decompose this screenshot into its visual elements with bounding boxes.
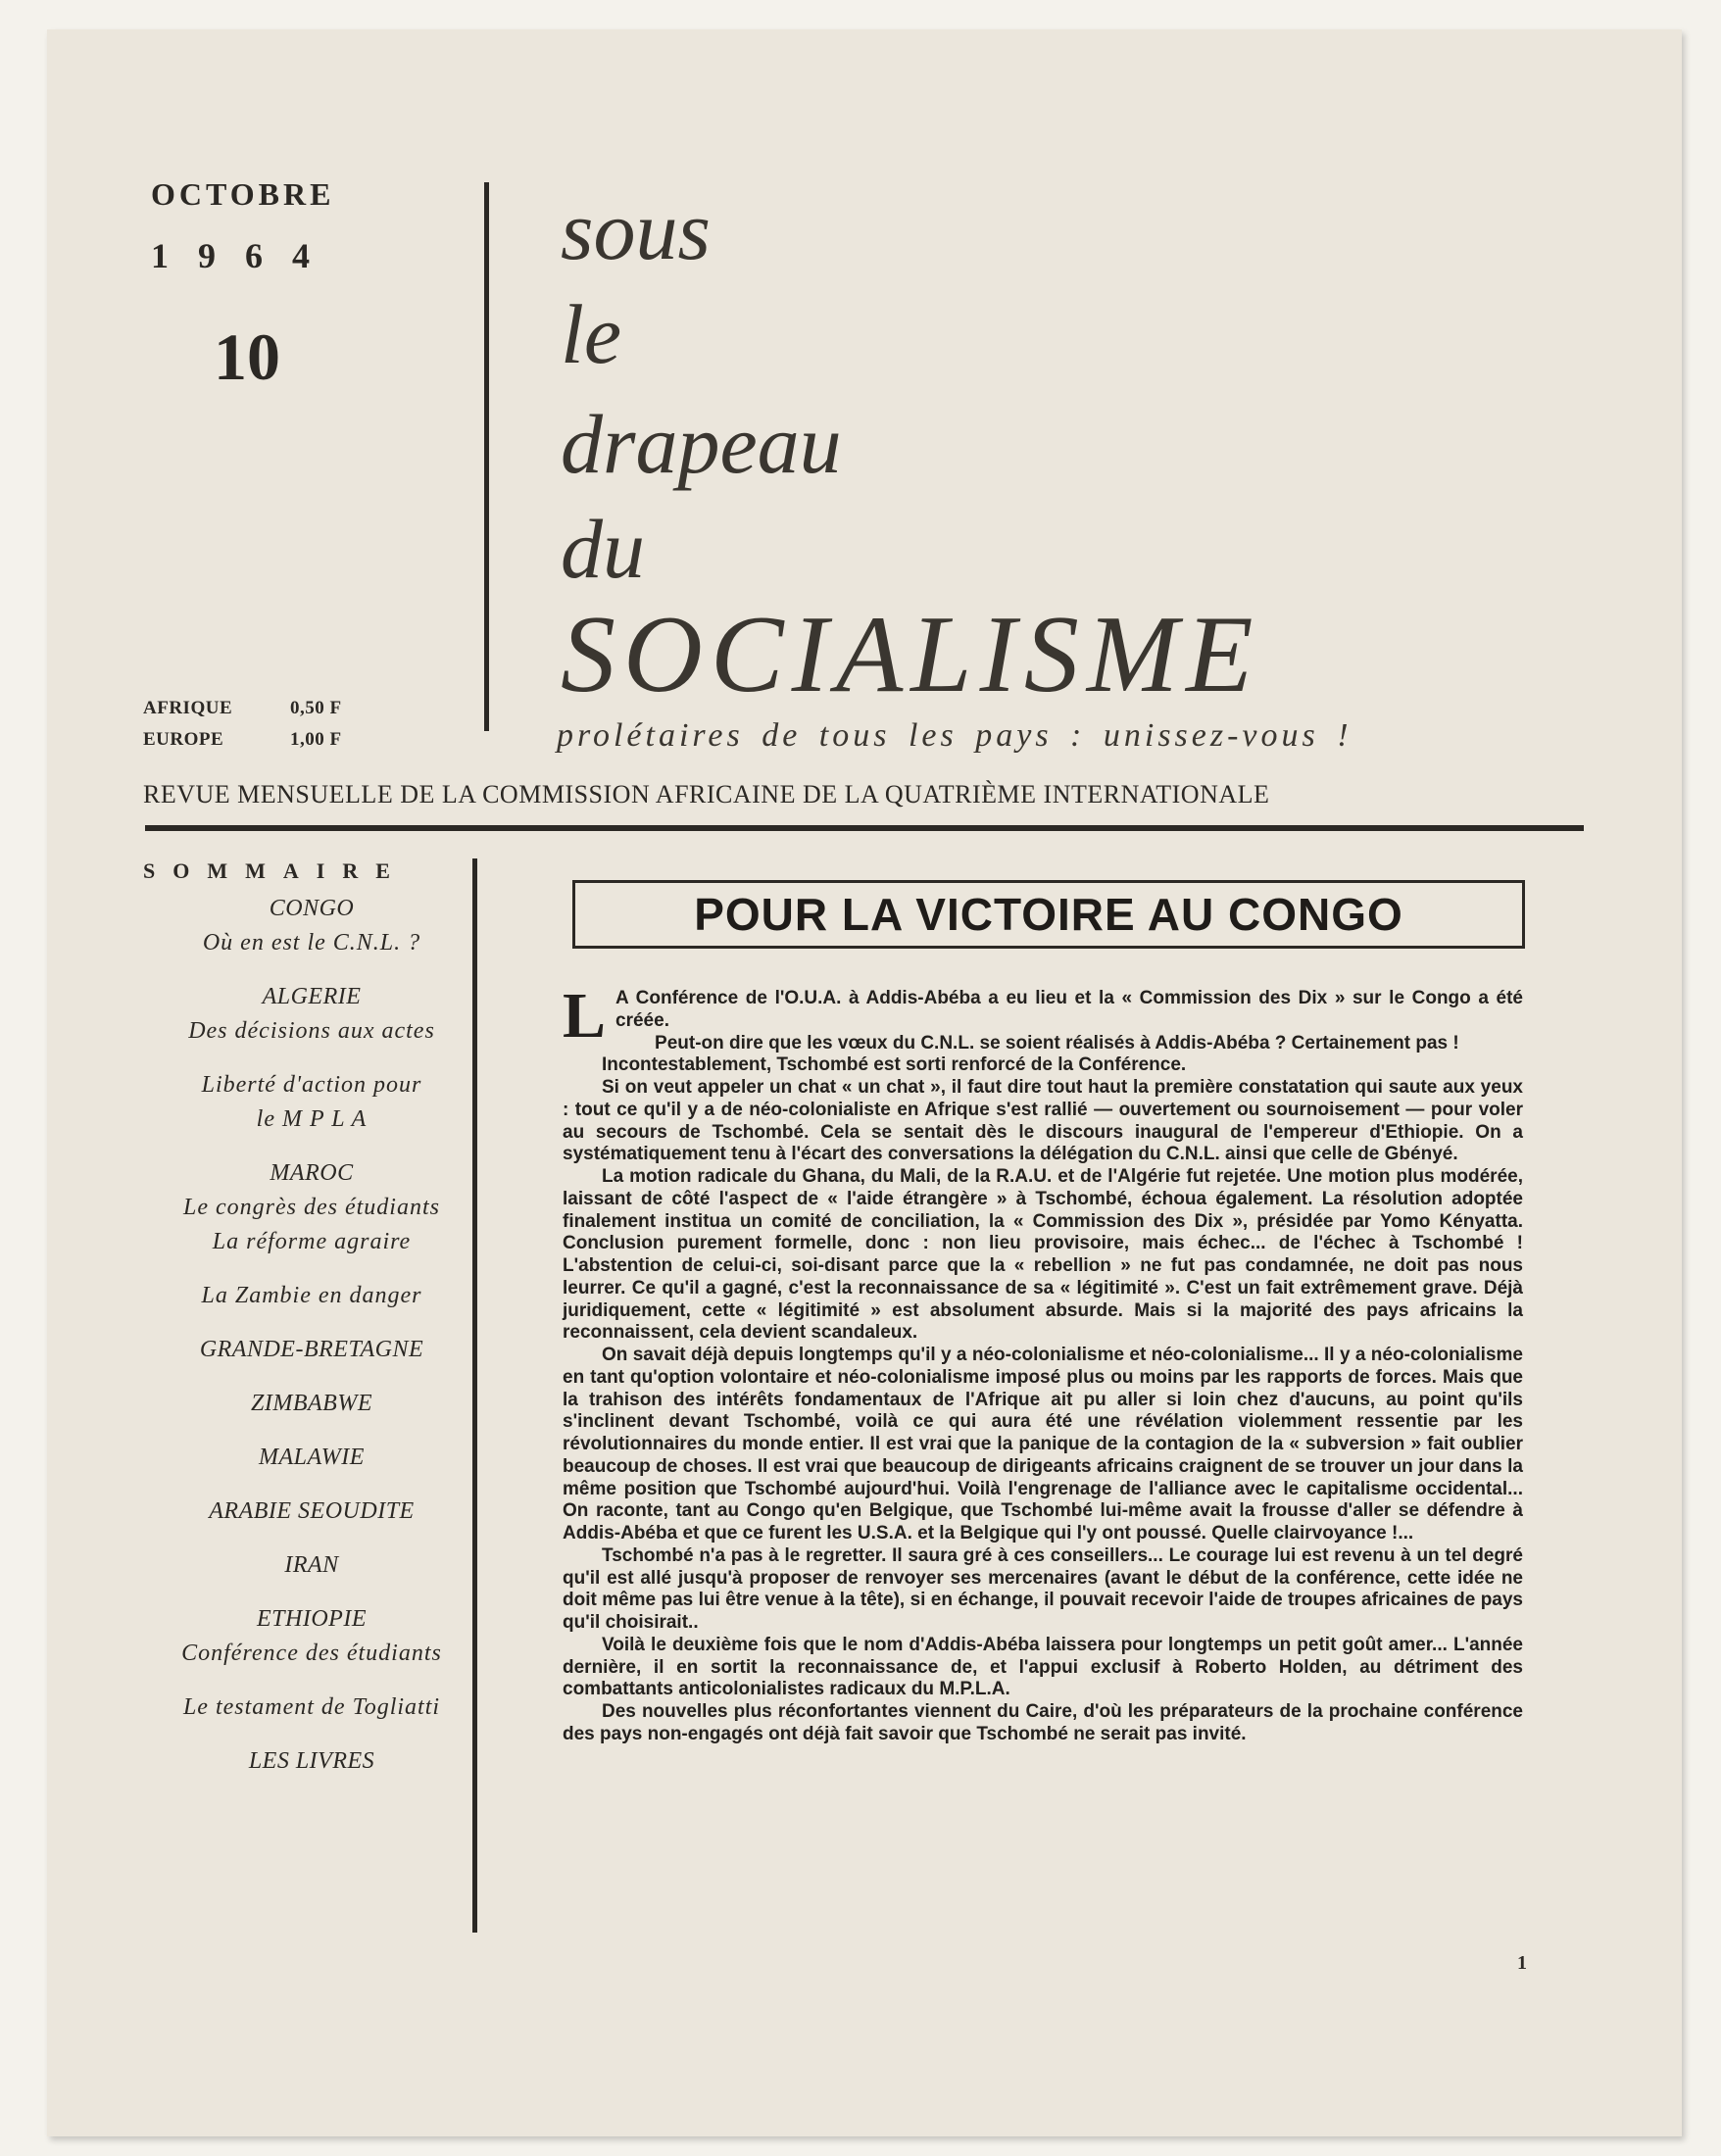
toc-country: GRANDE-BRETAGNE [199,1337,424,1362]
toc-country: ARABIE SEOUDITE [209,1498,415,1524]
title-socialisme: SOCIALISME [561,594,1261,715]
header-divider [484,182,489,731]
sommaire-list [125,892,498,1779]
drop-cap: L [563,980,607,1052]
article-paragraph: Incontestablement, Tschombé est sorti renforcé de la Conférence. [602,1054,1187,1076]
title-line-1: sous [561,183,711,277]
toc-country: LES LIVRES [248,1748,375,1774]
article-paragraph: Si on veut appeler un chat « un chat », il faut dire tout haut la première constatation qui saute aux yeux : tout ce qu'il y a de néo-colonialiste en Afrique s'est rallié — ouvertement ou sournoisement — pour voler au secours de Tschombé. Cela se sentait dès le discours inaugural de l'empereur d'Ethiopie. On a systématiquement tenu à l'écart des conversations la délégation du C.N.L. ainsi que celle de Gbényé. [563,1077,1523,1165]
sommaire-heading: SOMMAIRE [143,858,408,883]
toc-topic: Où en est le C.N.L. ? [202,930,421,956]
column-divider [472,858,477,1933]
price-row-afrique [143,698,342,719]
page-number: 1 [1517,1952,1527,1974]
article-paragraph: Voilà le deuxième fois que le nom d'Addis-Abéba laissera pour longtemps un petit goût amer... L'année dernière, il en sortit la reconnaissance de, et l'appui exclusif à Roberto Holden, au détriment des combattants anticolonialistes radicaux du M.P.L.A. [563,1634,1523,1700]
revue-subhead: REVUE MENSUELLE DE LA COMMISSION AFRICAINE DE LA QUATRIÈME INTERNATIONALE [143,780,1270,808]
price-value: 1,00 F [290,729,342,750]
tagline: prolétaires de tous les pays : unissez-vous ! [557,717,1352,754]
toc-topic: Liberté d'action pour [201,1072,422,1098]
price-value: 0,50 F [290,698,342,718]
article-body [563,980,1523,1746]
toc-country: MALAWIE [259,1445,365,1470]
toc-country: CONGO [269,896,355,921]
toc-country: ZIMBABWE [251,1391,372,1416]
article-paragraph: Tschombé n'a pas à le regretter. Il saura gré à ces conseillers... Le courage lui est revenu à un tel degré qu'il est allé jusqu'à proposer de renvoyer ses mercenaires (avant le début de la conférence, cette idée ne doit même pas lui être venue à la tête), si en échange, il pouvait recevoir l'aide de troupes africaines de pays qu'il choisirait.. [563,1544,1523,1633]
issue-number: 10 [214,319,280,394]
toc-country: ALGERIE [262,984,362,1009]
toc-topic: La réforme agraire [212,1229,412,1254]
article-paragraph: On savait déjà depuis longtemps qu'il y a néo-colonialisme et néo-colonialisme... Il y a néo-colonialisme en tant qu'option volontaire et néo-colonialisme imposé plus ou moins par les rapports de forces. Mais que la trahison des intérêts fondamentaux de l'Afrique ait pu aller si loin chez d'aucuns, au point qu'ils s'inclinent devant Tschombé, voilà ce qui aura été une révélation violemment ressentie par les révolutionnaires du monde entier. Il est vrai que la panique de la contagion de la « subversion » fait oublier beaucoup de choses. Il est vrai que beaucoup de dirigeants africains craignent de se trouver un jour dans la même position que Tschombé aujourd'hui. Voilà l'engrenage de l'alliance avec le capitalisme occidental... On raconte, tant au Congo qu'en Belgique, que Tschombé lui-même avait la frousse d'aller se défendre à Addis-Abéba et que ce furent les U.S.A. et la Belgique qui l'y ont poussé. Quelle clairvoyance !... [563,1345,1523,1544]
price-row-europe [143,729,342,751]
toc-topic: Des décisions aux actes [188,1018,435,1044]
headline-box [572,880,1525,949]
header-rule [145,825,1584,831]
title-line-3: drapeau [561,397,842,491]
price-region: EUROPE [143,729,224,750]
paragraph-text: A Conférence de l'O.U.A. à Addis-Abéba a eu lieu et la « Commission des Dix » sur le Congo a été créée. [615,988,1523,1031]
issue-month: OCTOBRE [151,176,335,212]
article-paragraph: Peut-on dire que les vœux du C.N.L. se soient réalisés à Addis-Abéba ? Certainement pas ! [655,1032,1459,1054]
toc-topic: le M P L A [256,1106,368,1132]
toc-topic: La Zambie en danger [201,1283,422,1308]
article-headline: POUR LA VICTOIRE AU CONGO [694,889,1403,940]
title-line-4: du [561,502,645,596]
toc-country: MAROC [270,1160,354,1186]
price-region: AFRIQUE [143,698,233,718]
toc-topic: Le testament de Togliatti [182,1694,441,1720]
title-line-2: le [561,287,622,381]
toc-topic: Le congrès des étudiants [183,1195,440,1220]
toc-country: IRAN [284,1552,339,1578]
magazine-page [47,29,1682,2136]
article-paragraph: La motion radicale du Ghana, du Mali, de la R.A.U. et de l'Algérie fut rejetée. Une motion plus modérée, laissant de côté l'aspect de « l'aide étrangère » à Tschombé, échoua également. La résolution adoptée finalement institua un comité de conciliation, la « Commission des Dix », présidée par Yomo Kényatta. Conclusion purement formelle, donc : non lieu provisoire, mais échec... de l'échec à Tschombé ! L'abstention de celui-ci, soi-disant parce que la « rebellion » ne fut pas condamnée, ne doit pas nous leurrer. Ce qu'il a gagné, c'est la reconnaissance de sa « légitimité ». C'est un fait extrêmement grave. Déjà juridiquement, cette « légitimité » est absolument absurde. Mais si la majorité des pays africains la reconnaissent, cela devient scandaleux. [563,1166,1523,1344]
article-paragraph: Des nouvelles plus réconfortantes viennent du Caire, d'où les préparateurs de la prochaine conférence des pays non-engagés ont déjà fait savoir que Tschombé ne serait pas invité. [563,1701,1523,1744]
toc-topic: Conférence des étudiants [181,1641,442,1666]
toc-country: ETHIOPIE [257,1606,367,1632]
issue-year: 1964 [151,236,339,275]
